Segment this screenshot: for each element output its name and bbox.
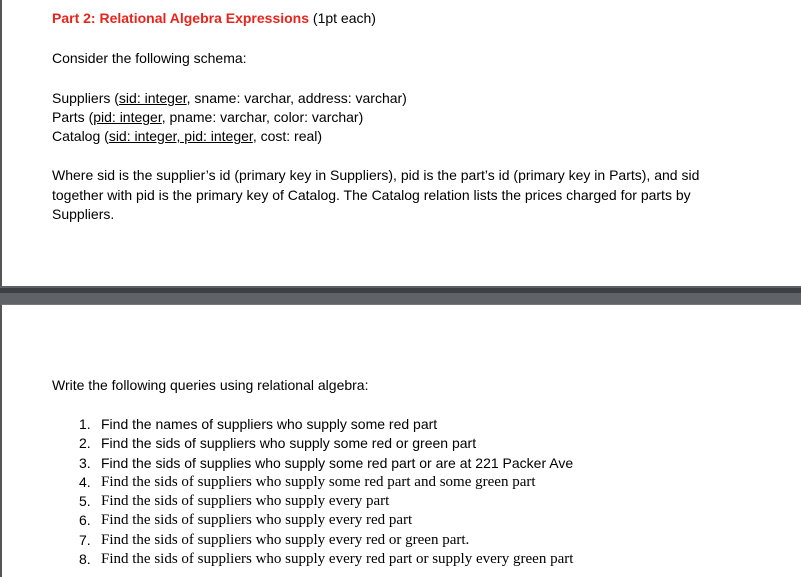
- schema-block: [52, 89, 407, 146]
- query-text: Find the sids of supplies who supply some red part or are at 221 Packer Ave: [101, 454, 574, 471]
- part-heading: [52, 9, 376, 28]
- schema-key: sid: integer: [118, 90, 187, 106]
- query-number: 2.: [79, 435, 91, 452]
- query-number: 8.: [79, 551, 91, 568]
- schema-name: Catalog (: [52, 128, 109, 144]
- page-separator: [0, 286, 801, 304]
- query-text: Find the sids of suppliers who supply some red part and some green part: [101, 473, 536, 490]
- schema-attributes: , sname: varchar, address: varchar): [186, 90, 407, 106]
- query-text: Find the sids of suppliers who supply every part: [101, 493, 390, 510]
- query-text: Find the sids of suppliers who supply every red part: [101, 512, 413, 529]
- query-text: Find the sids of suppliers who supply every red or green part.: [101, 531, 470, 548]
- schema-name: Suppliers (: [52, 90, 119, 106]
- part-title: Part 2: Relational Algebra Expressions: [52, 10, 310, 26]
- schema-key: pid: integer: [93, 109, 162, 125]
- query-text: Find the sids of suppliers who supply every red part or supply every green part: [101, 551, 574, 568]
- schema-key: sid: integer, pid: integer: [108, 128, 253, 144]
- schema-attributes: , pname: varchar, color: varchar): [161, 109, 364, 125]
- query-text: Find the names of suppliers who supply some red part: [101, 416, 438, 432]
- schema-name: Parts (: [52, 109, 94, 125]
- document-page-1: [0, 0, 801, 286]
- part-points: (1pt each): [312, 10, 376, 26]
- query-number: 6.: [79, 512, 91, 529]
- query-text: Find the sids of suppliers who supply some red or green part: [101, 435, 477, 452]
- query-number: 4.: [79, 473, 91, 490]
- schema-catalog: [52, 127, 407, 146]
- document-page-2: [0, 304, 801, 577]
- instruction-text: Write the following queries using relational algebra:: [52, 377, 369, 393]
- intro-text: Consider the following schema:: [52, 50, 247, 66]
- schema-suppliers: [52, 89, 407, 108]
- schema-attributes: , cost: real): [252, 128, 323, 144]
- query-number: 1.: [79, 416, 91, 432]
- query-number: 7.: [79, 531, 91, 548]
- query-number: 3.: [79, 454, 91, 471]
- schema-description: Where sid is the supplier’s id (primary key in Suppliers), pid is the part’s id (primary key in Parts), and sid together with pid is the primary key of Catalog. The Catalog relation lists the prices charged for parts by Suppliers.: [52, 167, 700, 222]
- schema-parts: [52, 108, 407, 127]
- query-number: 5.: [79, 493, 91, 510]
